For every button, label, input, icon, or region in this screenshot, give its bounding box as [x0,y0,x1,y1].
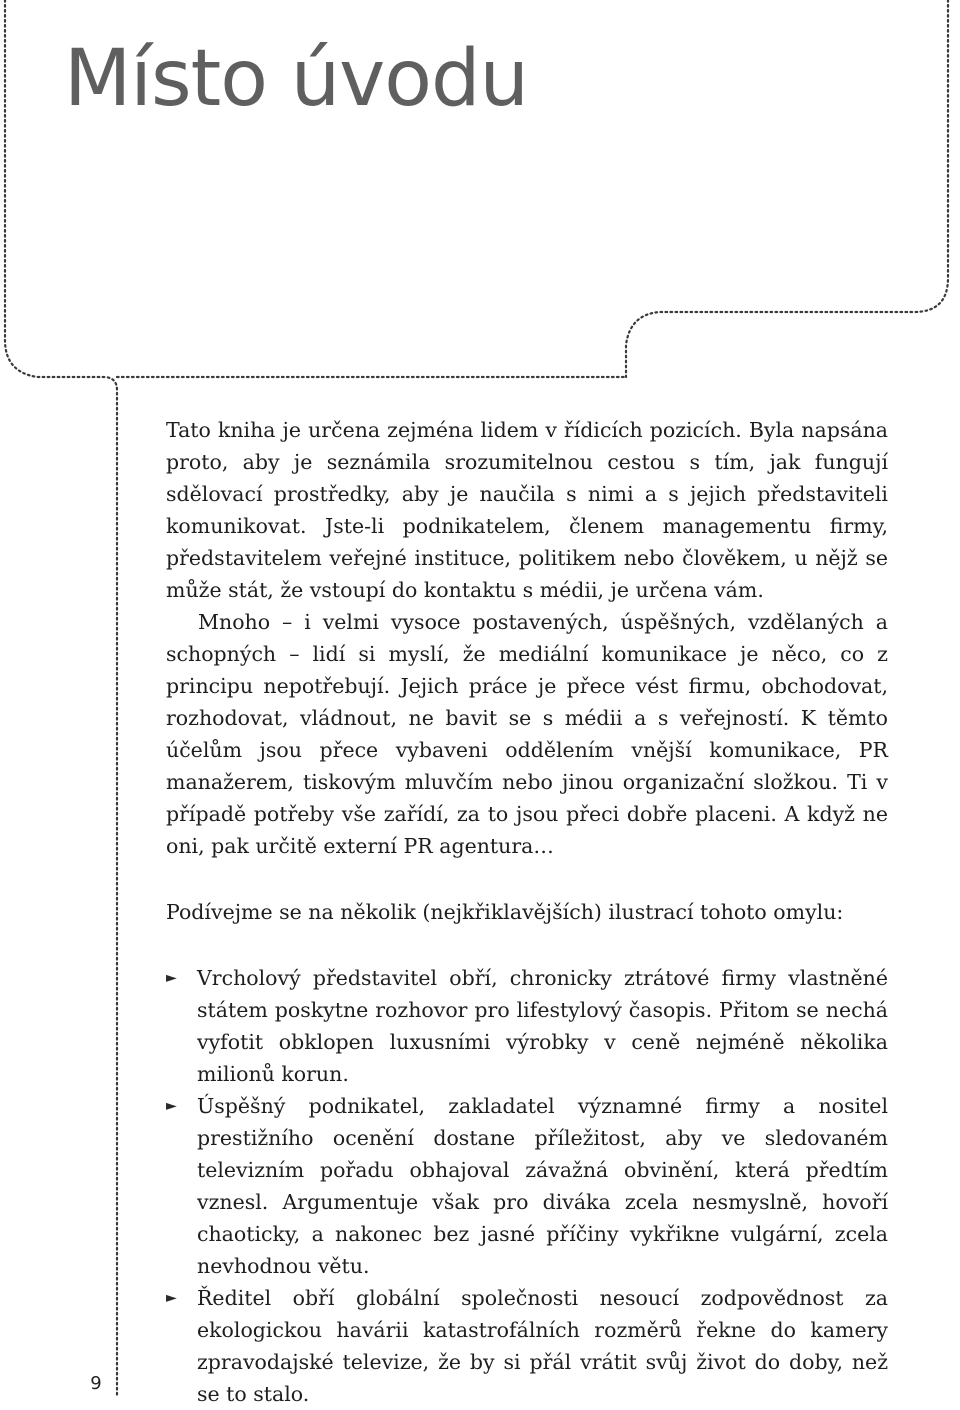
page-number: 9 [90,1373,102,1394]
list-item-text: Vrcholový představitel obří, chronicky ztrátové firmy vlastněné státem poskytne rozhovor pro lifestylový časopis. Přitom se nechá vyfotit obklopen luxusními výrobky v ceně nejméně několika milionů korun. [197,966,888,1086]
bullet-arrow-icon: ► [166,970,177,986]
chapter-body [166,414,888,1410]
list-item [166,1282,888,1410]
list-item [166,962,888,1090]
intro-paragraph-2: Mnoho – i velmi vysoce postavených, úspěšných, vzdělaných a schopných – lidí si myslí, že mediální komunikace je něco, co z principu nepotřebují. Jejich práce je přece vést firmu, obchodovat, rozhodovat, vládnout, ne bavit se s médii a s veřejností. K těmto účelům jsou přece vybaveni oddělením vnější komunikace, PR manažerem, tiskovým mluvčím nebo jinou organizační složkou. Ti v případě potřeby vše zařídí, za to jsou přeci dobře placeni. A když ne oni, pak určitě externí PR agentura… [166,610,888,858]
list-item-text: Úspěšný podnikatel, zakladatel významné firmy a nositel prestižního ocenění dostane příležitost, aby ve sledovaném televizním pořadu obhajoval závažná obvinění, která předtím vznesl. Argumentuje však pro diváka zcela nesmyslně, hovoří chaoticky, a nakonec bez jasné příčiny vykřikne vulgární, zcela nevhodnou větu. [197,1094,888,1278]
bullet-arrow-icon: ► [166,1290,177,1306]
list-item-text: Ředitel obří globální společnosti nesoucí zodpovědnost za ekologickou havárii katastrofálních rozměrů řekne do kamery zpravodajské televize, že by si přál vrátit svůj život do doby, než se to stalo. [197,1286,888,1406]
examples-lead: Podívejme se na několik (nejkřiklavějších) ilustrací tohoto omylu: [166,900,844,924]
list-item [166,1090,888,1282]
intro-paragraph-1: Tato kniha je určena zejména lidem v řídicích pozicích. Byla napsána proto, aby je seznámila srozumitelnou cestou s tím, jak fungují sdělovací prostředky, aby je naučila s nimi a s jejich představiteli komunikovat. Jste-li podnikatelem, členem managementu firmy, představitelem veřejné instituce, politikem nebo člověkem, u nějž se může stát, že vstoupí do kontaktu s médii, je určena vám. [166,418,888,602]
bullet-arrow-icon: ► [166,1098,177,1114]
page-title: Místo úvodu [64,34,528,124]
examples-list [166,962,888,1410]
